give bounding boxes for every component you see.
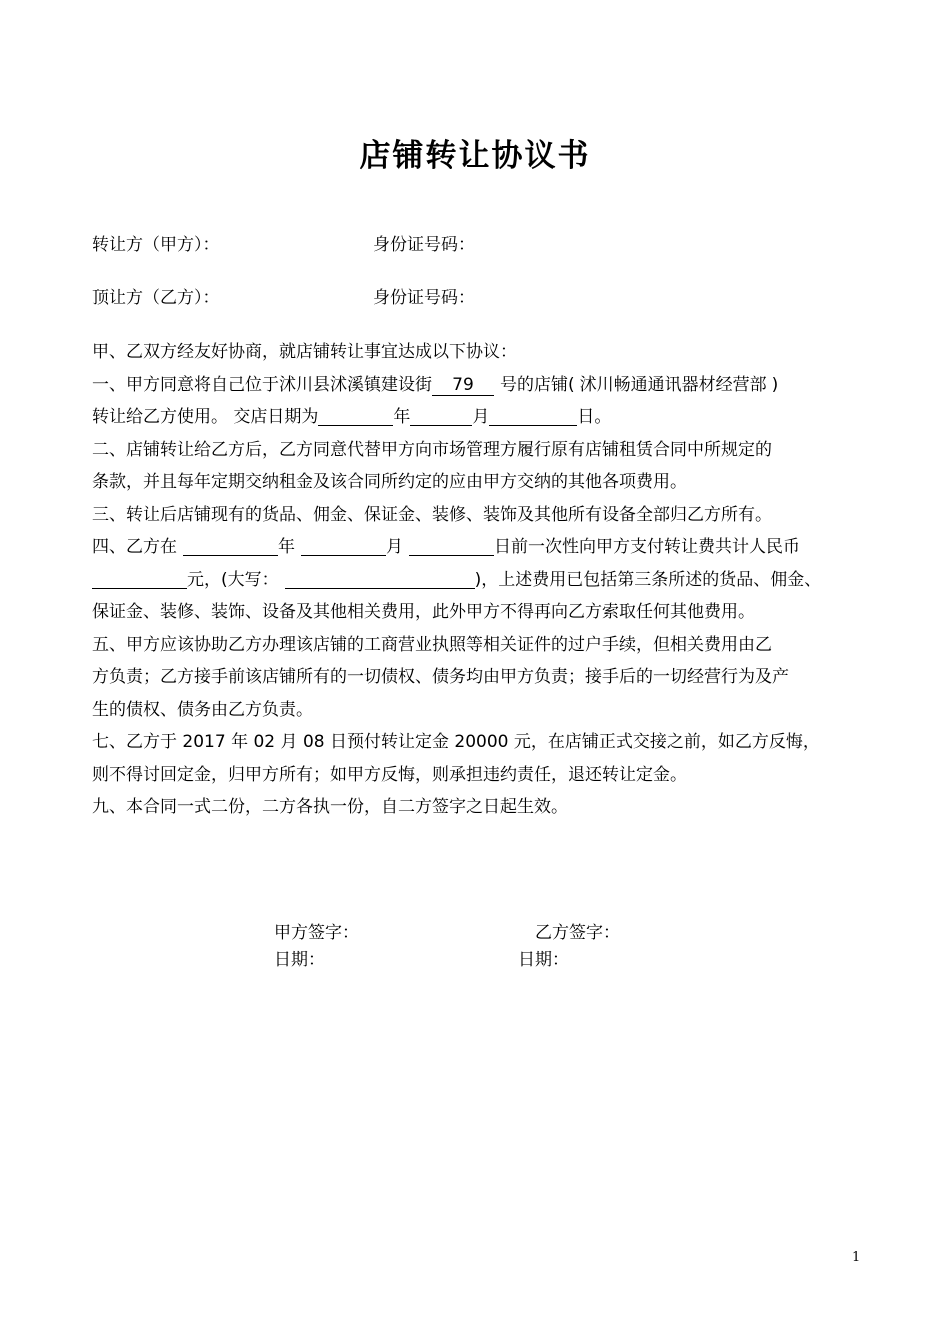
clause-3: 三、转让后店铺现有的货品、佣金、保证金、装修、装饰及其他所有设备全部归乙方所有。 <box>92 504 772 525</box>
clause-7-text: 月 <box>280 732 298 752</box>
deposit-amount: 20000 <box>454 732 509 752</box>
amount-blank <box>92 568 187 589</box>
year-label: 年 <box>393 407 411 427</box>
transferee-label: 顶让方（乙方）： <box>92 288 220 308</box>
payment-month-blank <box>301 535 386 556</box>
clause-4-line-1 <box>92 531 867 564</box>
month-label: 月 <box>386 537 403 557</box>
clause-1-text: ) <box>771 374 779 395</box>
party-a-date-label: 日期： <box>274 950 325 970</box>
clause-7-line-1 <box>92 726 867 759</box>
agreement-body <box>92 336 867 824</box>
clause-1-line-2 <box>92 401 867 434</box>
page-number: 1 <box>852 1250 861 1265</box>
deposit-day: 08 <box>302 732 325 752</box>
clause-4-text: 元，(大写： <box>187 569 279 590</box>
transferor-id-label: 身份证号码： <box>373 235 475 255</box>
clause-2-line-2: 条款，并且每年定期交纳租金及该合同所约定的应由甲方交纳的其他各项费用。 <box>92 472 687 492</box>
clause-5-line-2: 方负责；乙方接手前该店铺所有的一切债权、债务均由甲方负责；接手后的一切经营行为及产 <box>92 667 789 687</box>
clause-4-line-3: 保证金、装修、装饰、设备及其他相关费用，此外甲方不得再向乙方索取任何其他费用。 <box>92 602 755 622</box>
deposit-month: 02 <box>253 732 276 752</box>
month-label: 月 <box>472 407 490 427</box>
party-b-signature-label: 乙方签字： <box>535 923 620 943</box>
clause-1-text: 一、甲方同意将自己位于沭川县沭溪镇建设街 <box>92 374 432 395</box>
shop-name: 沭川畅通通讯器材经营部 <box>579 374 767 395</box>
day-label: 日。 <box>577 407 612 427</box>
payment-day-blank <box>409 535 494 556</box>
amount-in-words-blank <box>285 568 475 589</box>
clause-1 <box>92 369 867 402</box>
clause-2-line-1: 二、店铺转让给乙方后，乙方同意代替甲方向市场管理方履行原有店铺租赁合同中所规定的 <box>92 439 772 460</box>
clause-5-line-3: 生的债权、债务由乙方负责。 <box>92 699 313 720</box>
clause-9: 九、本合同一式二份，二方各执一份，自二方签字之日起生效。 <box>92 797 568 817</box>
clause-4-line-2 <box>92 564 867 597</box>
deposit-year: 2017 <box>182 732 226 752</box>
clause-4-text: )，上述费用已包括第三条所述的货品、佣金、 <box>474 569 822 590</box>
clause-5-line-1: 五、甲方应该协助乙方办理该店铺的工商营业执照等相关证件的过户手续，但相关费用由乙 <box>92 634 772 655</box>
handover-month-blank <box>410 405 472 426</box>
transferor-label: 转让方（甲方）： <box>92 235 220 255</box>
intro-paragraph: 甲、乙双方经友好协商，就店铺转让事宜达成以下协议： <box>92 342 517 362</box>
party-a-signature-label: 甲方签字： <box>274 923 359 943</box>
clause-1-text: 号的店铺( <box>500 374 575 395</box>
handover-year-blank <box>318 405 393 426</box>
clause-4-text: 四、乙方在 <box>92 537 177 557</box>
clause-7-text: 年 <box>231 732 249 752</box>
year-label: 年 <box>278 537 295 557</box>
payment-year-blank <box>183 535 278 556</box>
clause-7-line-2: 则不得讨回定金，归甲方所有；如甲方反悔，则承担违约责任，退还转让定金。 <box>92 764 687 785</box>
clause-7-text: 七、乙方于 <box>92 732 177 752</box>
clause-1-text: 转让给乙方使用。 交店日期为 <box>92 407 319 427</box>
transferee-id-label: 身份证号码： <box>373 288 475 308</box>
document-title: 店铺转让协议书 <box>359 138 591 174</box>
clause-7-text: 日预付转让定金 <box>329 732 449 752</box>
clause-7-text: 元，在店铺正式交接之前，如乙方反悔， <box>513 732 820 752</box>
street-number: 79 <box>432 375 494 396</box>
party-b-date-label: 日期： <box>518 950 569 970</box>
clause-4-text: 日前一次性向甲方支付转让费共计人民币 <box>494 537 800 557</box>
handover-day-blank <box>489 405 577 426</box>
